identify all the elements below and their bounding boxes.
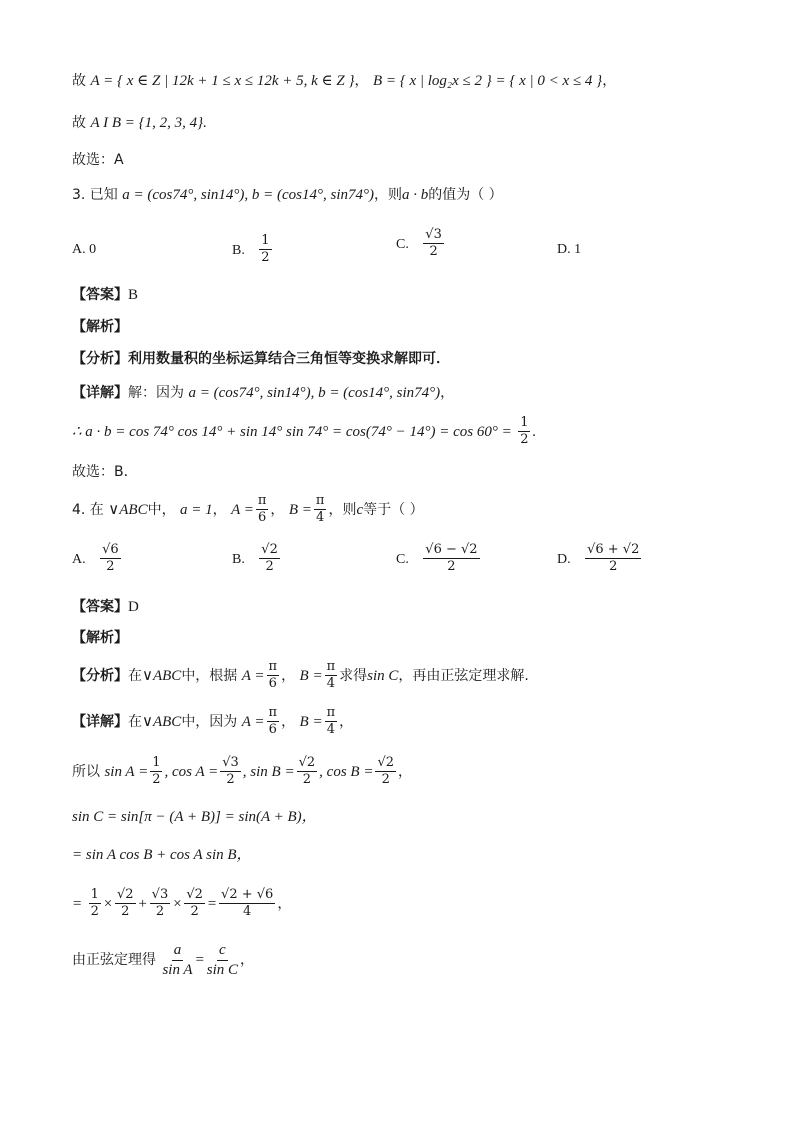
option-label: D.	[557, 551, 571, 567]
question-3	[72, 188, 503, 203]
numerator: √2	[297, 756, 318, 772]
triangle-symbol: ∨ABC	[142, 713, 182, 730]
line-intersection	[72, 116, 207, 131]
text: ，	[602, 73, 617, 89]
denominator: 2	[152, 772, 161, 788]
text: ，	[354, 73, 369, 89]
angle-b: B =	[288, 501, 312, 518]
denominator: 4	[243, 904, 252, 920]
text: 在	[128, 713, 142, 730]
denominator: 2	[381, 772, 390, 788]
text: ×	[102, 895, 113, 912]
numerator: 1	[518, 416, 530, 432]
set-b-expression: B = { x | log₂x ≤ 2 } = { x | 0 < x ≤ 4 }	[372, 73, 603, 89]
question-number: 3. 已知	[72, 187, 118, 203]
text: ，	[281, 667, 296, 684]
text: ，再由正弦定理求解.	[398, 667, 529, 684]
numerator: √3	[220, 756, 241, 772]
text: +	[137, 895, 148, 912]
side-c: c	[356, 501, 364, 518]
calculation: ∴ a · b = cos 74° cos 14° + sin 14° sin 74° = cos(74° − 14°) = cos 60° =	[72, 423, 512, 440]
numerator: √2	[375, 756, 396, 772]
numerator: c	[217, 942, 228, 961]
option-label: B.	[232, 551, 245, 567]
text: ，	[440, 385, 455, 401]
sin-c: sin C	[367, 667, 399, 684]
denominator: 2	[429, 244, 438, 260]
vector-definitions: a = (cos74°, sin14°), b = (cos14°, sin74°)	[122, 187, 374, 203]
denominator: 6	[258, 510, 267, 526]
denominator: 2	[190, 904, 199, 920]
numerator: 1	[259, 234, 271, 250]
step-4	[72, 888, 291, 920]
text: ，	[240, 952, 254, 968]
q3-option-d	[557, 241, 589, 258]
denominator: 4	[316, 510, 325, 526]
text: 由正弦定理得	[72, 952, 156, 968]
answer-tag: 【答案】	[72, 599, 128, 615]
option-label: D. 1	[557, 242, 582, 257]
numerator: √6 + √2	[585, 543, 641, 559]
cos-a: , cos A =	[164, 763, 219, 780]
question-4	[72, 494, 424, 526]
text: ，则	[328, 501, 357, 518]
numerator: π	[267, 706, 280, 722]
text: 中，根据	[181, 667, 238, 684]
text: =	[206, 895, 218, 912]
vector-definitions: a = (cos74°, sin14°), b = (cos14°, sin74°)	[188, 385, 441, 401]
sin-a: sin A =	[104, 763, 149, 780]
text: ，	[270, 501, 285, 518]
denominator: 4	[326, 722, 335, 738]
intersection-expression: A I B = {1, 2, 3, 4}	[90, 115, 204, 131]
analysis-text: 利用数量积的坐标运算结合三角恒等变换求解即可．	[128, 351, 450, 367]
denominator: 6	[268, 676, 277, 692]
q4-option-b	[232, 543, 282, 575]
text: 所以	[72, 763, 100, 780]
q4-option-d	[557, 543, 643, 575]
detail-4	[72, 706, 353, 738]
text: .	[203, 115, 207, 131]
angle-a: A =	[241, 667, 265, 684]
numerator: √2	[115, 888, 136, 904]
option-label: C.	[396, 236, 409, 252]
set-a-expression: A = { x ∈ Z | 12k + 1 ≤ x ≤ 12k + 5, k ∈ Z }	[90, 73, 355, 89]
denominator: 2	[90, 904, 99, 920]
sin-b: , sin B =	[242, 763, 295, 780]
q3-option-a	[72, 241, 104, 258]
detail-3	[72, 386, 454, 401]
q4-option-c	[396, 543, 482, 575]
triangle-symbol: ∨ABC	[142, 667, 182, 684]
answer-3	[72, 288, 138, 303]
denominator: 2	[121, 904, 130, 920]
q4-option-a	[72, 543, 123, 575]
select-b: 故选：B．	[72, 464, 138, 480]
numerator: √2 + √6	[219, 888, 275, 904]
text: .	[532, 423, 537, 440]
q3-option-c	[396, 228, 446, 260]
cos-b: , cos B =	[319, 763, 374, 780]
denominator: 2	[265, 559, 274, 575]
numerator: √6	[100, 543, 121, 559]
numerator: π	[256, 494, 269, 510]
text: =	[72, 895, 83, 912]
answer-value: D	[128, 599, 139, 615]
line-select-a: 故选：A	[72, 152, 124, 168]
angle-a: A =	[231, 501, 254, 518]
angle-b: B =	[299, 713, 323, 730]
denominator: sin A	[162, 961, 193, 978]
text: ，	[281, 713, 296, 730]
denominator: 2	[302, 772, 312, 788]
detail-tag: 【详解】	[72, 385, 128, 401]
line-set-definitions	[72, 74, 616, 89]
numerator: 1	[89, 888, 101, 904]
analysis-tag: 【分析】	[72, 667, 128, 684]
dot-product: a · b	[401, 187, 429, 203]
text: 中，	[147, 501, 176, 518]
detail-tag: 【详解】	[72, 713, 128, 730]
numerator: √3	[150, 888, 171, 904]
denominator: 4	[326, 676, 335, 692]
step-5	[72, 942, 254, 978]
denominator: 2	[106, 559, 115, 575]
analysis-3-summary	[72, 352, 450, 366]
text: 在	[128, 667, 142, 684]
text: 的值为（ ）	[428, 187, 503, 203]
answer-tag: 【答案】	[72, 287, 128, 303]
denominator: 2	[447, 559, 456, 575]
text: 中，因为	[181, 713, 238, 730]
answer-value: B	[128, 287, 139, 303]
angle-a: A =	[241, 713, 265, 730]
numerator: π	[267, 660, 280, 676]
text: 等于（ ）	[363, 501, 424, 518]
text: ，	[212, 501, 227, 518]
analysis-3-heading: 【解析】	[72, 319, 128, 335]
numerator: √2	[259, 543, 280, 559]
text: ，则	[373, 187, 402, 203]
denominator: 2	[226, 772, 235, 788]
text: 故	[72, 115, 86, 131]
analysis-4-heading: 【解析】	[72, 630, 128, 646]
numerator: π	[325, 660, 338, 676]
denominator: 2	[261, 250, 270, 266]
text: ，	[277, 895, 292, 912]
q3-option-b	[232, 234, 274, 266]
answer-4	[72, 600, 139, 615]
step-3: = sin A cos B + cos A sin B，	[72, 847, 252, 863]
text: =	[194, 952, 205, 968]
numerator: √2	[184, 888, 205, 904]
text: 故	[72, 73, 86, 89]
denominator: 2	[155, 904, 165, 920]
denominator: 2	[609, 559, 618, 575]
text: ，	[398, 763, 412, 780]
option-label: A.	[72, 551, 86, 567]
numerator: a	[172, 942, 184, 961]
numerator: 1	[150, 756, 162, 772]
text: 求得	[339, 667, 368, 684]
angle-b: B =	[299, 667, 323, 684]
text: 解：因为	[128, 385, 184, 401]
numerator: π	[325, 706, 338, 722]
calc-3	[72, 416, 536, 448]
triangle-symbol: ∨ABC	[108, 501, 148, 518]
step-2: sin C = sin[π − (A + B)] = sin(A + B)，	[72, 809, 317, 825]
side-a: a = 1	[180, 501, 213, 518]
option-label: A. 0	[72, 242, 97, 257]
denominator: 2	[520, 432, 529, 448]
denominator: 6	[268, 722, 277, 738]
text: ×	[172, 895, 183, 912]
text: ，	[339, 713, 354, 730]
option-label: B.	[232, 242, 245, 258]
analysis-tag: 【分析】	[72, 351, 128, 367]
denominator: sin C	[206, 961, 238, 978]
option-label: C.	[396, 551, 409, 567]
numerator: √6 − √2	[423, 543, 479, 559]
analysis-4-summary	[72, 660, 529, 692]
numerator: π	[314, 494, 327, 510]
numerator: √3	[423, 228, 444, 244]
step-1	[72, 756, 412, 788]
question-number: 4. 在	[72, 501, 104, 518]
